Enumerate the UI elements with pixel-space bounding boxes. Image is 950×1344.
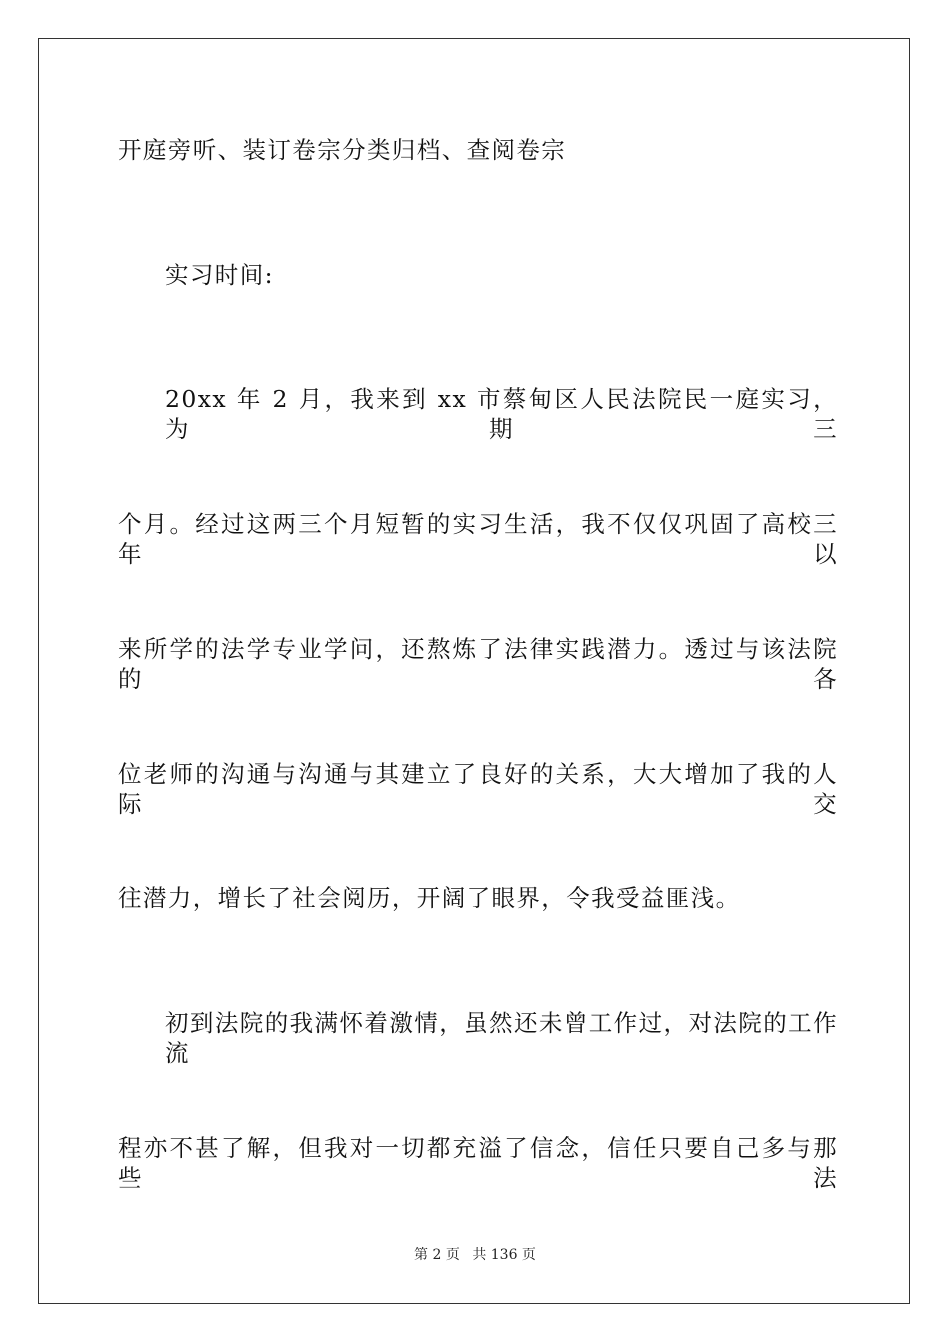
text-line-8: 初到法院的我满怀着激情，虽然还未曾工作过，对法院的工作流 [165, 1009, 838, 1067]
text-line-7: 往潜力，增长了社会阅历，开阔了眼界，令我受益匪浅。 [118, 884, 741, 912]
text-line-9: 程亦不甚了解，但我对一切都充溢了信念，信任只要自己多与那些法 [118, 1134, 838, 1192]
text-line-2: 实习时间: [165, 261, 274, 289]
text-line-6: 位老师的沟通与沟通与其建立了良好的关系，大大增加了我的人际交 [118, 760, 838, 818]
page-footer [0, 1245, 950, 1265]
text-line-1: 开庭旁听、装订卷宗分类归档、查阅卷宗 [118, 136, 567, 164]
page-total: 共 136 页 [472, 1247, 536, 1263]
text-line-3: 20xx 年 2 月，我来到 xx 市蔡甸区人民法院民一庭实习，为期三 [165, 385, 838, 443]
text-line-4: 个月。经过这两三个月短暂的实习生活，我不仅仅巩固了高校三年以 [118, 510, 838, 568]
page-number: 第 2 页 [414, 1247, 460, 1263]
text-line-5: 来所学的法学专业学问，还熬炼了法律实践潜力。透过与该法院的各 [118, 635, 838, 693]
